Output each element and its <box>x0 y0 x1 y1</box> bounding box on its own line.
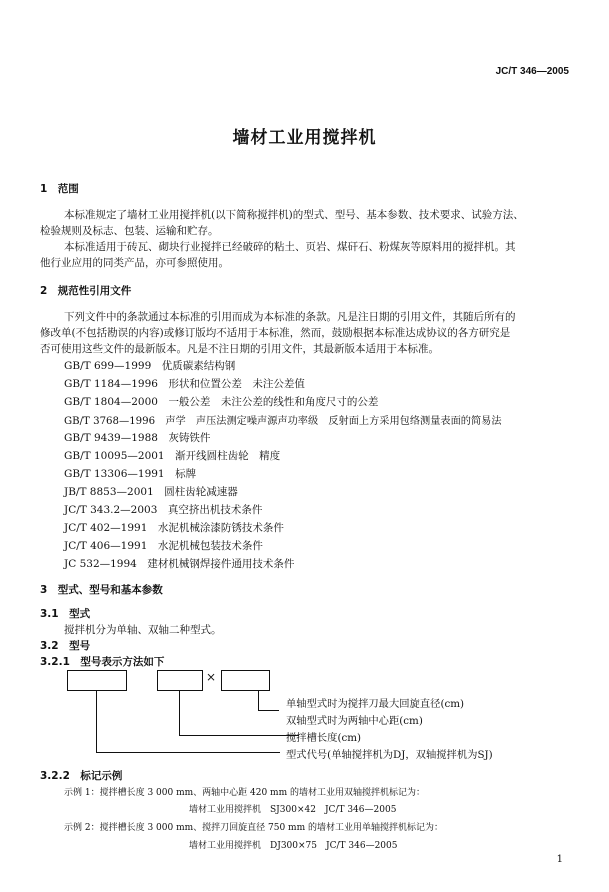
reference-item <box>64 466 196 481</box>
diagram-label-tank-length: 搅拌槽长度(cm) <box>286 732 362 744</box>
leader-line-length <box>179 690 180 736</box>
example-2-text: 示例 2：搅拌槽长度 3 000 mm、搅拌刀回旋直径 750 mm 的墙材工业用单轴搅拌机标记为： <box>64 823 443 833</box>
reference-item <box>64 538 263 553</box>
section-2-paragraph-line-3: 否可使用这些文件的最新版本。凡是不注日期的引用文件，其最新版本适用于本标准。 <box>40 343 439 355</box>
reference-title: 建材机械钢焊接件通用技术条件 <box>147 558 295 570</box>
diagram-label-diameter: 单轴型式时为搅拌刀最大回旋直径(cm) <box>286 698 465 710</box>
section-3-2-2-heading: 3.2.2 标记示例 <box>40 770 123 782</box>
section-2-heading: 2 规范性引用文件 <box>40 285 132 297</box>
reference-item <box>64 412 502 427</box>
reference-item <box>64 520 284 535</box>
section-3-1-heading: 3.1 型式 <box>40 608 91 620</box>
section-3-1-text: 搅拌机分为单轴、双轴二种型式。 <box>64 624 222 636</box>
page-number: 1 <box>556 854 563 865</box>
diagram-label-type-code: 型式代号(单轴搅拌机为DJ，双轴搅拌机为SJ) <box>286 749 493 761</box>
reference-code: GB/T 10095—2001 <box>64 450 165 462</box>
section-1-paragraph-1-line-1: 本标准规定了墙材工业用搅拌机(以下简称搅拌机)的型式、型号、基本参数、技术要求、试验方法、 <box>64 209 524 221</box>
reference-code: GB/T 1804—2000 <box>64 396 158 408</box>
document-title: 墙材工业用搅拌机 <box>232 128 377 148</box>
reference-item <box>64 376 305 391</box>
reference-title: 形状和位置公差 未注公差值 <box>168 378 305 390</box>
reference-item <box>64 502 262 517</box>
reference-item <box>64 448 280 463</box>
reference-code: JC/T 343.2—2003 <box>64 504 158 516</box>
leader-line-diameter <box>258 690 259 711</box>
reference-title: 水泥机械涂漆防锈技术条件 <box>157 522 284 534</box>
reference-code: JB/T 8853—2001 <box>64 486 154 498</box>
reference-title: 水泥机械包装技术条件 <box>157 540 263 552</box>
reference-title: 真空挤出机技术条件 <box>167 504 263 516</box>
section-1-paragraph-1-line-2: 检验规则及标志、包装、运输和贮存。 <box>40 225 219 237</box>
reference-code: GB/T 13306—1991 <box>64 468 165 480</box>
tank-length-box <box>157 670 203 691</box>
section-3-2-1-heading: 3.2.1 型号表示方法如下 <box>40 656 165 668</box>
leader-line-diameter-horizontal <box>258 710 279 711</box>
reference-item <box>64 484 238 499</box>
diagram-label-axis-distance: 双轴型式时为两轴中心距(cm) <box>286 715 423 727</box>
reference-item <box>64 358 235 373</box>
section-3-2-heading: 3.2 型号 <box>40 640 91 652</box>
reference-code: GB/T 9439—1988 <box>64 432 158 444</box>
leader-line-type <box>96 690 97 753</box>
reference-code: GB/T 3768—1996 <box>64 416 156 427</box>
reference-title: 渐开线圆柱齿轮 精度 <box>175 450 281 462</box>
type-code-box <box>67 670 127 691</box>
section-2-paragraph-line-2: 修改单(不包括勘误的内容)或修订版均不适用于本标准，然而，鼓励根据本标准达成协议的各方研究是 <box>40 327 511 339</box>
reference-item <box>64 394 378 409</box>
reference-title: 标牌 <box>175 468 197 480</box>
reference-item <box>64 556 294 571</box>
example-2-marking: 墙材工业用搅拌机 DJ300×75 JC/T 346—2005 <box>189 841 398 851</box>
section-1-paragraph-2-line-2: 他行业应用的同类产品，亦可参照使用。 <box>40 257 229 269</box>
leader-line-length-horizontal <box>179 735 299 736</box>
section-3-heading: 3 型式、型号和基本参数 <box>40 584 163 596</box>
reference-code: GB/T 699—1999 <box>64 360 152 372</box>
example-1-text: 示例 1：搅拌槽长度 3 000 mm、两轴中心距 420 mm 的墙材工业用双轴搅拌机标记为： <box>64 788 425 798</box>
section-1-heading: 1 范围 <box>40 183 79 195</box>
standard-code-header: JC/T 346—2005 <box>495 66 569 77</box>
reference-title: 灰铸铁件 <box>168 432 211 444</box>
example-1-marking: 墙材工业用搅拌机 SJ300×42 JC/T 346—2005 <box>189 805 397 815</box>
reference-title: 声学 声压法测定噪声源声功率级 反射面上方采用包络测量表面的简易法 <box>165 416 502 427</box>
reference-title: 一般公差 未注公差的线性和角度尺寸的公差 <box>168 396 379 408</box>
leader-line-type-horizontal <box>96 752 280 753</box>
diameter-box <box>221 670 270 691</box>
reference-title: 优质碳素结构钢 <box>161 360 236 372</box>
reference-code: GB/T 1184—1996 <box>64 378 158 390</box>
section-1-paragraph-2-line-1: 本标准适用于砖瓦、砌块行业搅拌已经破碎的粘土、页岩、煤矸石、粉煤灰等原料用的搅拌机。其 <box>64 241 516 253</box>
section-2-paragraph-line-1: 下列文件中的条款通过本标准的引用而成为本标准的条款。凡是注日期的引用文件，其随后所有的 <box>64 311 516 323</box>
reference-code: JC 532—1994 <box>64 558 137 570</box>
reference-title: 圆柱齿轮减速器 <box>164 486 238 498</box>
multiply-sign: × <box>206 670 217 684</box>
reference-code: JC/T 406—1991 <box>64 540 148 552</box>
reference-item <box>64 430 210 445</box>
reference-code: JC/T 402—1991 <box>64 522 148 534</box>
